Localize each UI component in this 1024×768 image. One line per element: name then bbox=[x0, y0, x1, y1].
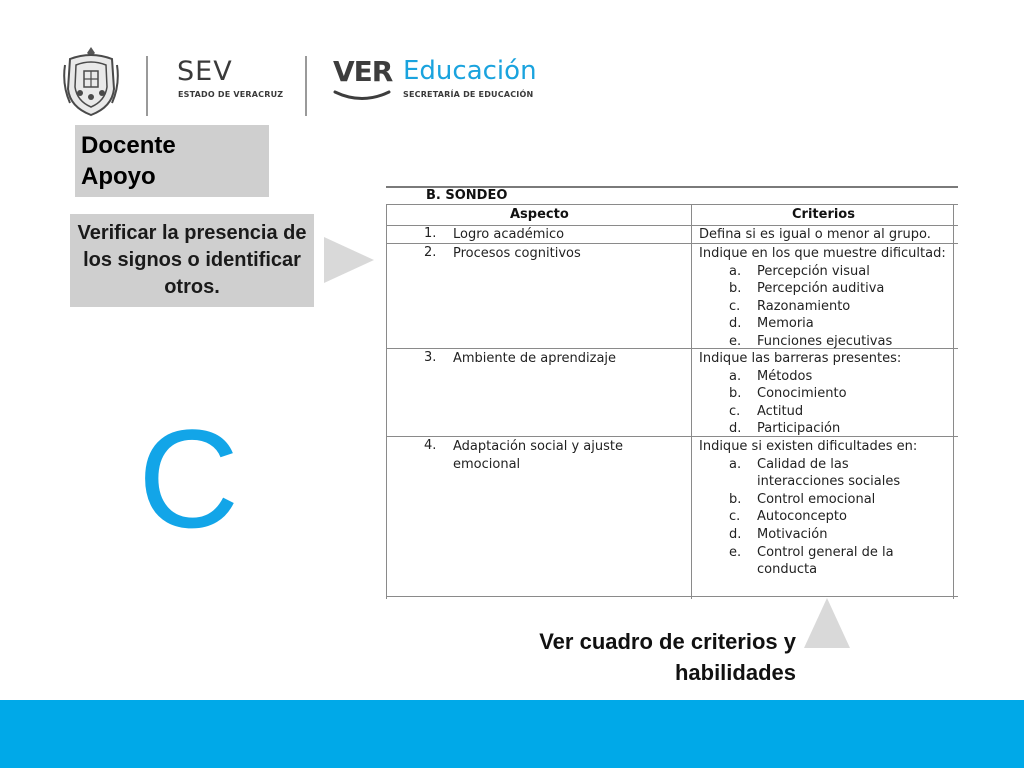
row-number: 3. bbox=[424, 350, 437, 365]
criteria-item: d. Motivación bbox=[729, 526, 828, 542]
row-number: 1. bbox=[424, 226, 437, 241]
educacion-logo-text: Educación bbox=[403, 56, 537, 86]
sev-logo-text: SEV bbox=[177, 56, 233, 87]
table-row bbox=[386, 225, 958, 244]
row-aspect: Ambiente de aprendizaje bbox=[453, 351, 617, 366]
smile-swoosh-icon bbox=[333, 89, 391, 103]
criteria-link[interactable]: Ver cuadro de criterios y habilidades bbox=[539, 629, 796, 685]
sondeo-table bbox=[386, 183, 958, 599]
role-label-line: Apoyo bbox=[81, 163, 156, 190]
criteria-item: b. Percepción auditiva bbox=[729, 281, 885, 297]
row-aspect: Logro académico bbox=[453, 227, 565, 242]
row-criteria bbox=[699, 226, 954, 244]
criteria-item: c. Autoconcepto bbox=[729, 509, 847, 525]
big-letter: C bbox=[138, 400, 240, 557]
criteria-item: b. Conocimiento bbox=[729, 386, 847, 402]
ver-logo-text: VER bbox=[333, 55, 393, 88]
row-number: 2. bbox=[424, 245, 437, 260]
table-row bbox=[386, 244, 958, 349]
arrow-right-icon bbox=[324, 235, 376, 285]
criteria-item: d. Memoria bbox=[729, 316, 814, 332]
table-header-row bbox=[386, 204, 958, 226]
role-label-box bbox=[75, 125, 269, 197]
criteria-text: Defina si es igual o menor al grupo. bbox=[699, 227, 931, 242]
table-section-title: B. SONDEO bbox=[426, 188, 508, 203]
row-criteria bbox=[699, 438, 954, 579]
criteria-item: e. Control general de la conducta bbox=[729, 544, 894, 578]
column-header-criteria: Criterios bbox=[792, 207, 855, 222]
role-label-line: Docente bbox=[81, 132, 176, 159]
header bbox=[0, 0, 1024, 122]
table-row bbox=[386, 349, 958, 437]
criteria-text: Indique si existen dificultades en: bbox=[699, 439, 918, 454]
criteria-item: a. Percepción visual bbox=[729, 263, 870, 279]
sev-subtitle: ESTADO DE VERACRUZ bbox=[178, 90, 284, 99]
criteria-item: b. Control emocional bbox=[729, 491, 876, 507]
logo-divider bbox=[146, 56, 148, 116]
veracruz-coat-of-arms-icon bbox=[62, 45, 120, 117]
arrow-up-icon bbox=[802, 598, 852, 650]
criteria-item: e. Funciones ejecutivas bbox=[729, 333, 893, 349]
row-aspect: Adaptación social y ajuste emocional bbox=[453, 439, 623, 472]
row-aspect: Procesos cognitivos bbox=[453, 246, 581, 261]
footer-bar bbox=[0, 700, 1024, 768]
column-header-aspect: Aspecto bbox=[510, 207, 569, 222]
educacion-subtitle: SECRETARÍA DE EDUCACIÓN bbox=[403, 90, 534, 99]
table-row bbox=[386, 437, 958, 597]
logo-divider bbox=[305, 56, 307, 116]
row-criteria bbox=[699, 350, 954, 438]
criteria-text: Indique en los que muestre dificultad: bbox=[699, 246, 946, 261]
instruction-box bbox=[70, 214, 314, 307]
criteria-item: c. Razonamiento bbox=[729, 298, 851, 314]
criteria-item: a. Métodos bbox=[729, 368, 813, 384]
criteria-item: c. Actitud bbox=[729, 403, 804, 419]
row-criteria bbox=[699, 245, 954, 351]
criteria-item: d. Participación bbox=[729, 421, 841, 437]
instruction-text: Verificar la presencia de los signos o identificar otros. bbox=[77, 222, 307, 298]
row-number: 4. bbox=[424, 438, 437, 453]
criteria-text: Indique las barreras presentes: bbox=[699, 351, 902, 366]
criteria-item: a. Calidad de las interacciones sociales bbox=[729, 456, 901, 490]
